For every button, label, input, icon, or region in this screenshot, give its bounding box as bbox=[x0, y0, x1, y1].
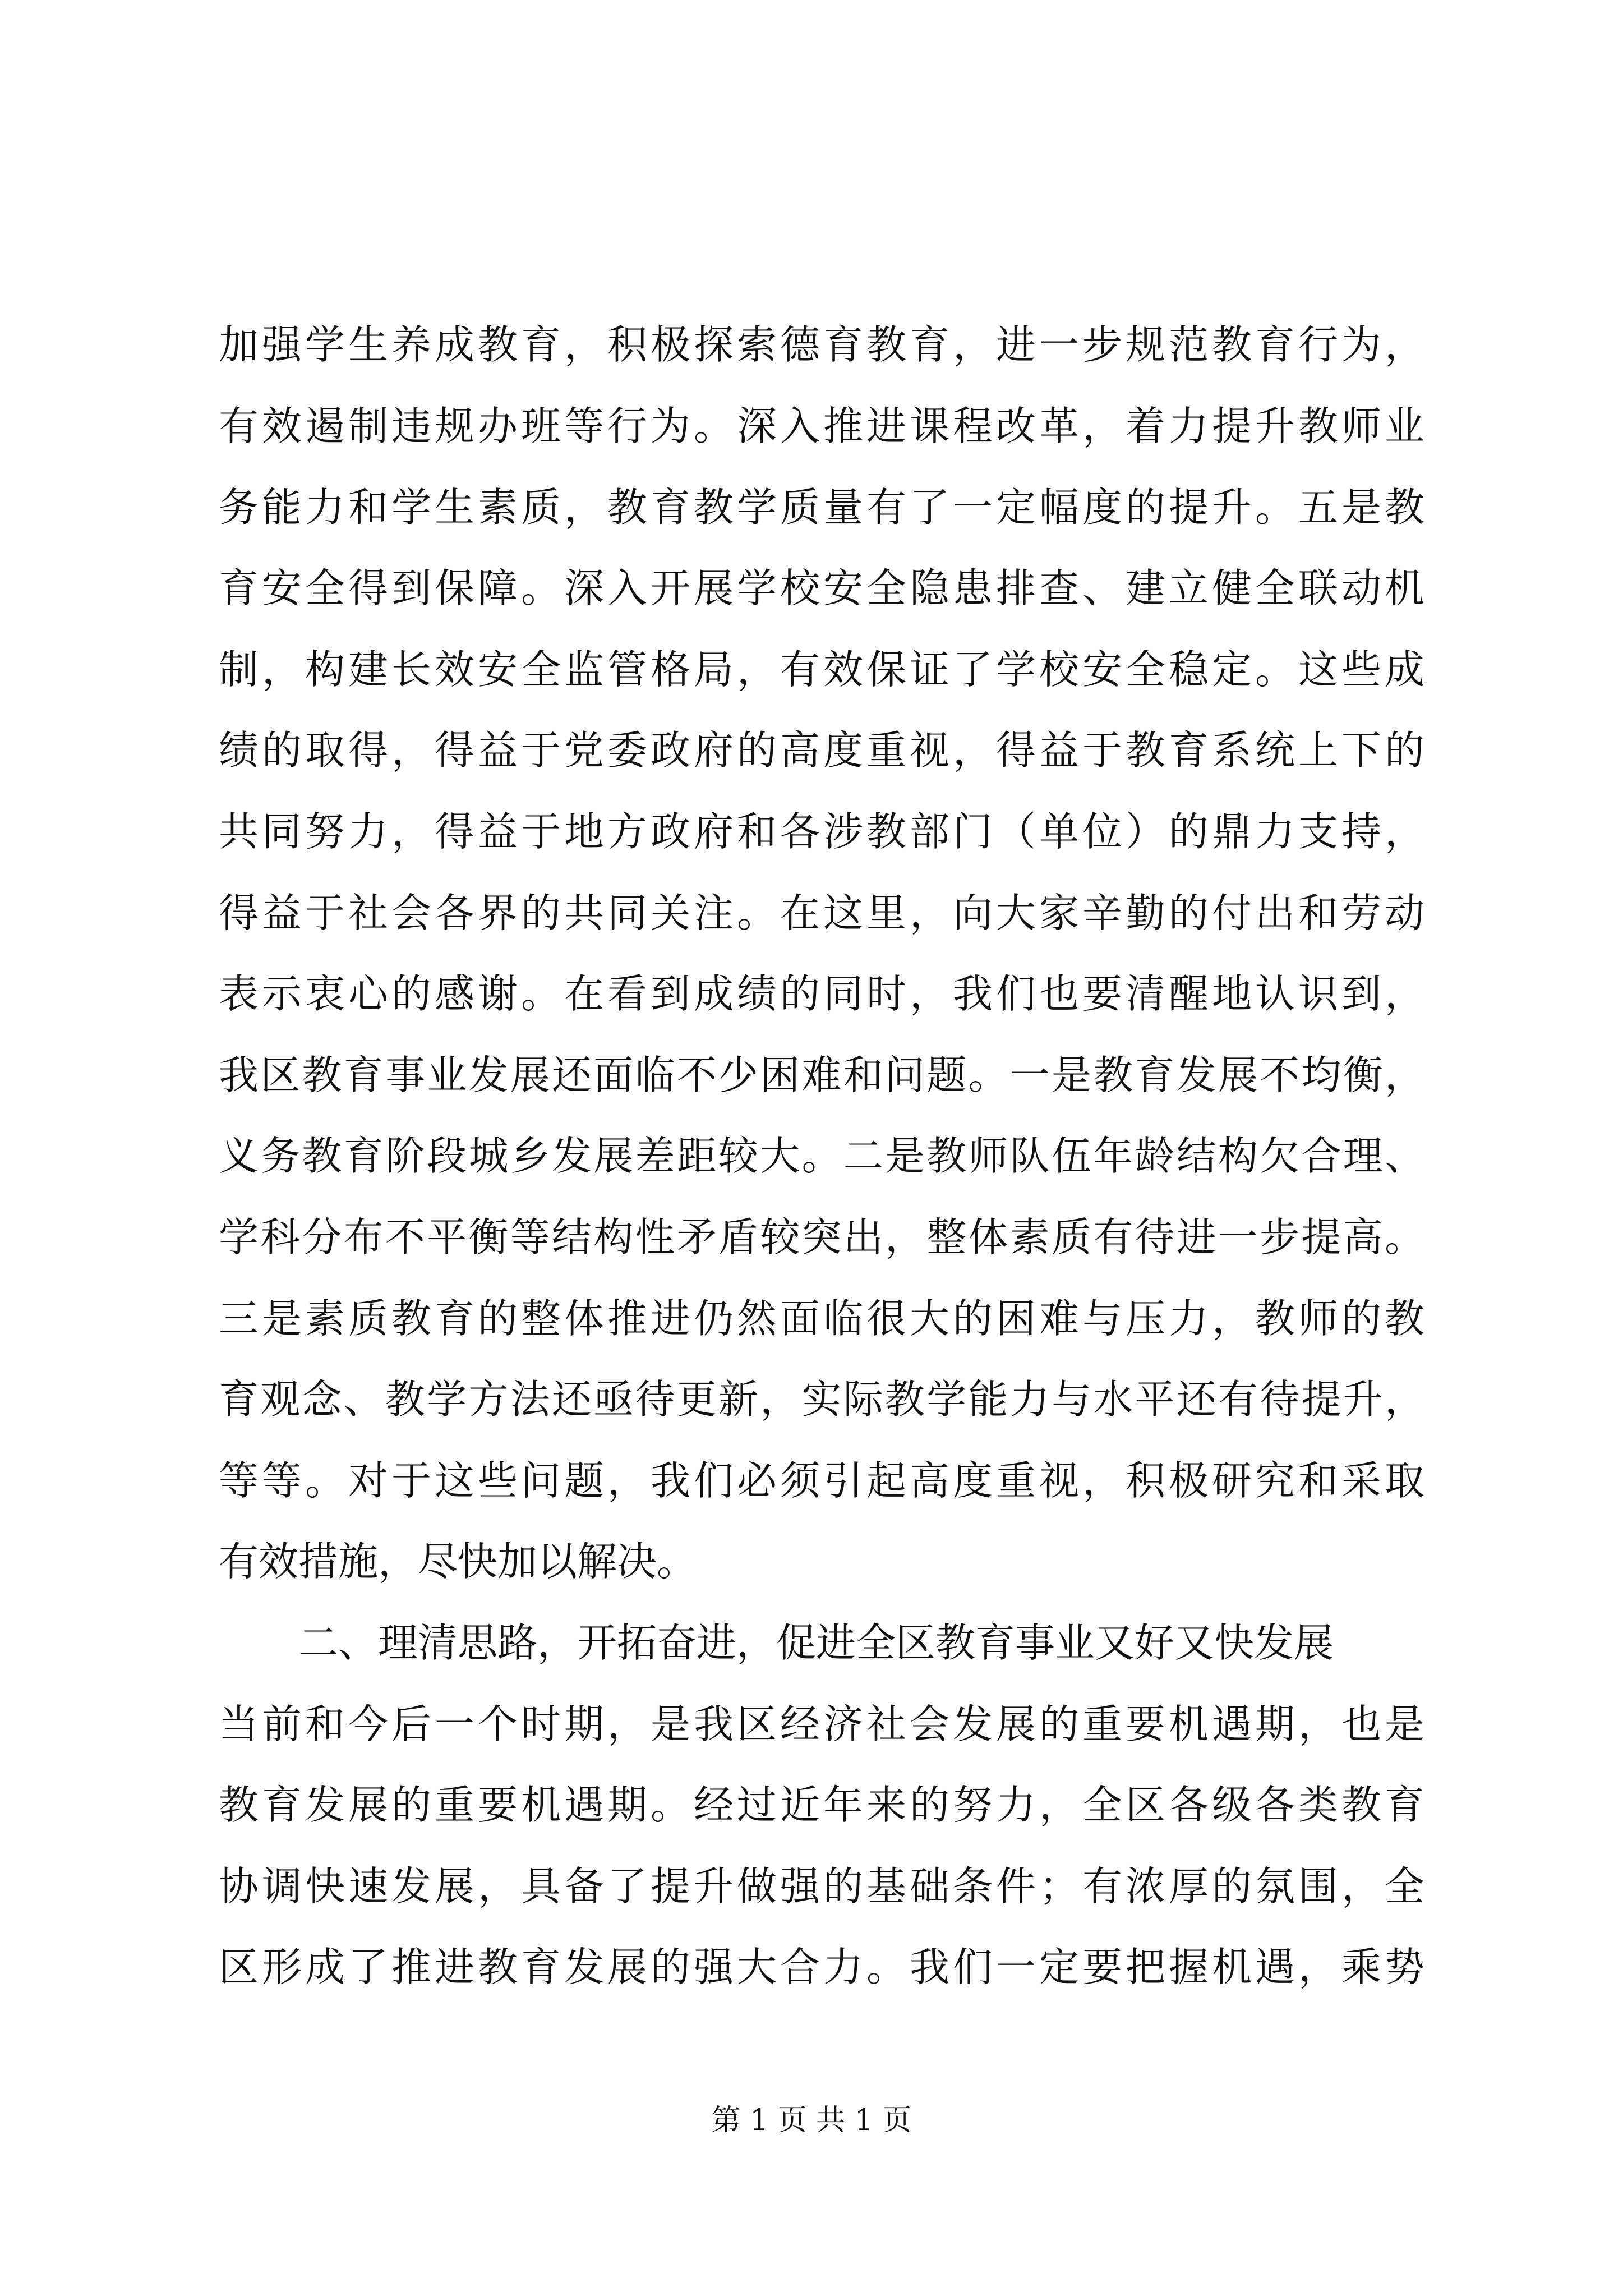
text-line: 区形成了推进教育发展的强大合力。我们一定要把握机遇，乘势 bbox=[219, 1944, 1424, 1990]
text-line: 制，构建长效安全监管格局，有效保证了学校安全稳定。这些成 bbox=[219, 646, 1424, 693]
text-line: 学科分布不平衡等结构性矛盾较突出，整体素质有待进一步提高。 bbox=[219, 1214, 1424, 1260]
text-line: 育安全得到保障。深入开展学校安全隐患排查、建立健全联动机 bbox=[219, 565, 1424, 611]
text-line: 等等。对于这些问题，我们必须引起高度重视，积极研究和采取 bbox=[219, 1457, 1424, 1504]
text-line: 表示衷心的感谢。在看到成绩的同时，我们也要清醒地认识到， bbox=[219, 970, 1424, 1017]
text-line: 加强学生养成教育，积极探索德育教育，进一步规范教育行为， bbox=[219, 321, 1424, 368]
text-line: 义务教育阶段城乡发展差距较大。二是教师队伍年龄结构欠合理、 bbox=[219, 1133, 1424, 1179]
text-line: 务能力和学生素质，教育教学质量有了一定幅度的提升。五是教 bbox=[219, 484, 1424, 531]
text-line: 绩的取得，得益于党委政府的高度重视，得益于教育系统上下的 bbox=[219, 727, 1424, 774]
section-heading: 二、理清思路，开拓奋进，促进全区教育事业又好又快发展 bbox=[298, 1619, 1334, 1666]
text-line: 育观念、教学方法还亟待更新，实际教学能力与水平还有待提升， bbox=[219, 1376, 1424, 1423]
text-line: 三是素质教育的整体推进仍然面临很大的困难与压力，教师的教 bbox=[219, 1295, 1424, 1342]
text-line: 共同努力，得益于地方政府和各涉教部门（单位）的鼎力支持， bbox=[219, 808, 1424, 855]
page-footer: 第 1 页 共 1 页 bbox=[711, 2104, 912, 2137]
text-line: 教育发展的重要机遇期。经过近年来的努力，全区各级各类教育 bbox=[219, 1782, 1424, 1828]
text-line: 得益于社会各界的共同关注。在这里，向大家辛勤的付出和劳动 bbox=[219, 890, 1424, 936]
text-line: 协调快速发展，具备了提升做强的基础条件；有浓厚的氛围，全 bbox=[219, 1863, 1424, 1910]
text-line: 当前和今后一个时期，是我区经济社会发展的重要机遇期，也是 bbox=[219, 1701, 1424, 1747]
text-line: 有效措施，尽快加以解决。 bbox=[219, 1538, 697, 1585]
text-line: 我区教育事业发展还面临不少困难和问题。一是教育发展不均衡， bbox=[219, 1052, 1424, 1098]
text-line: 有效遏制违规办班等行为。深入推进课程改革，着力提升教师业 bbox=[219, 403, 1424, 449]
